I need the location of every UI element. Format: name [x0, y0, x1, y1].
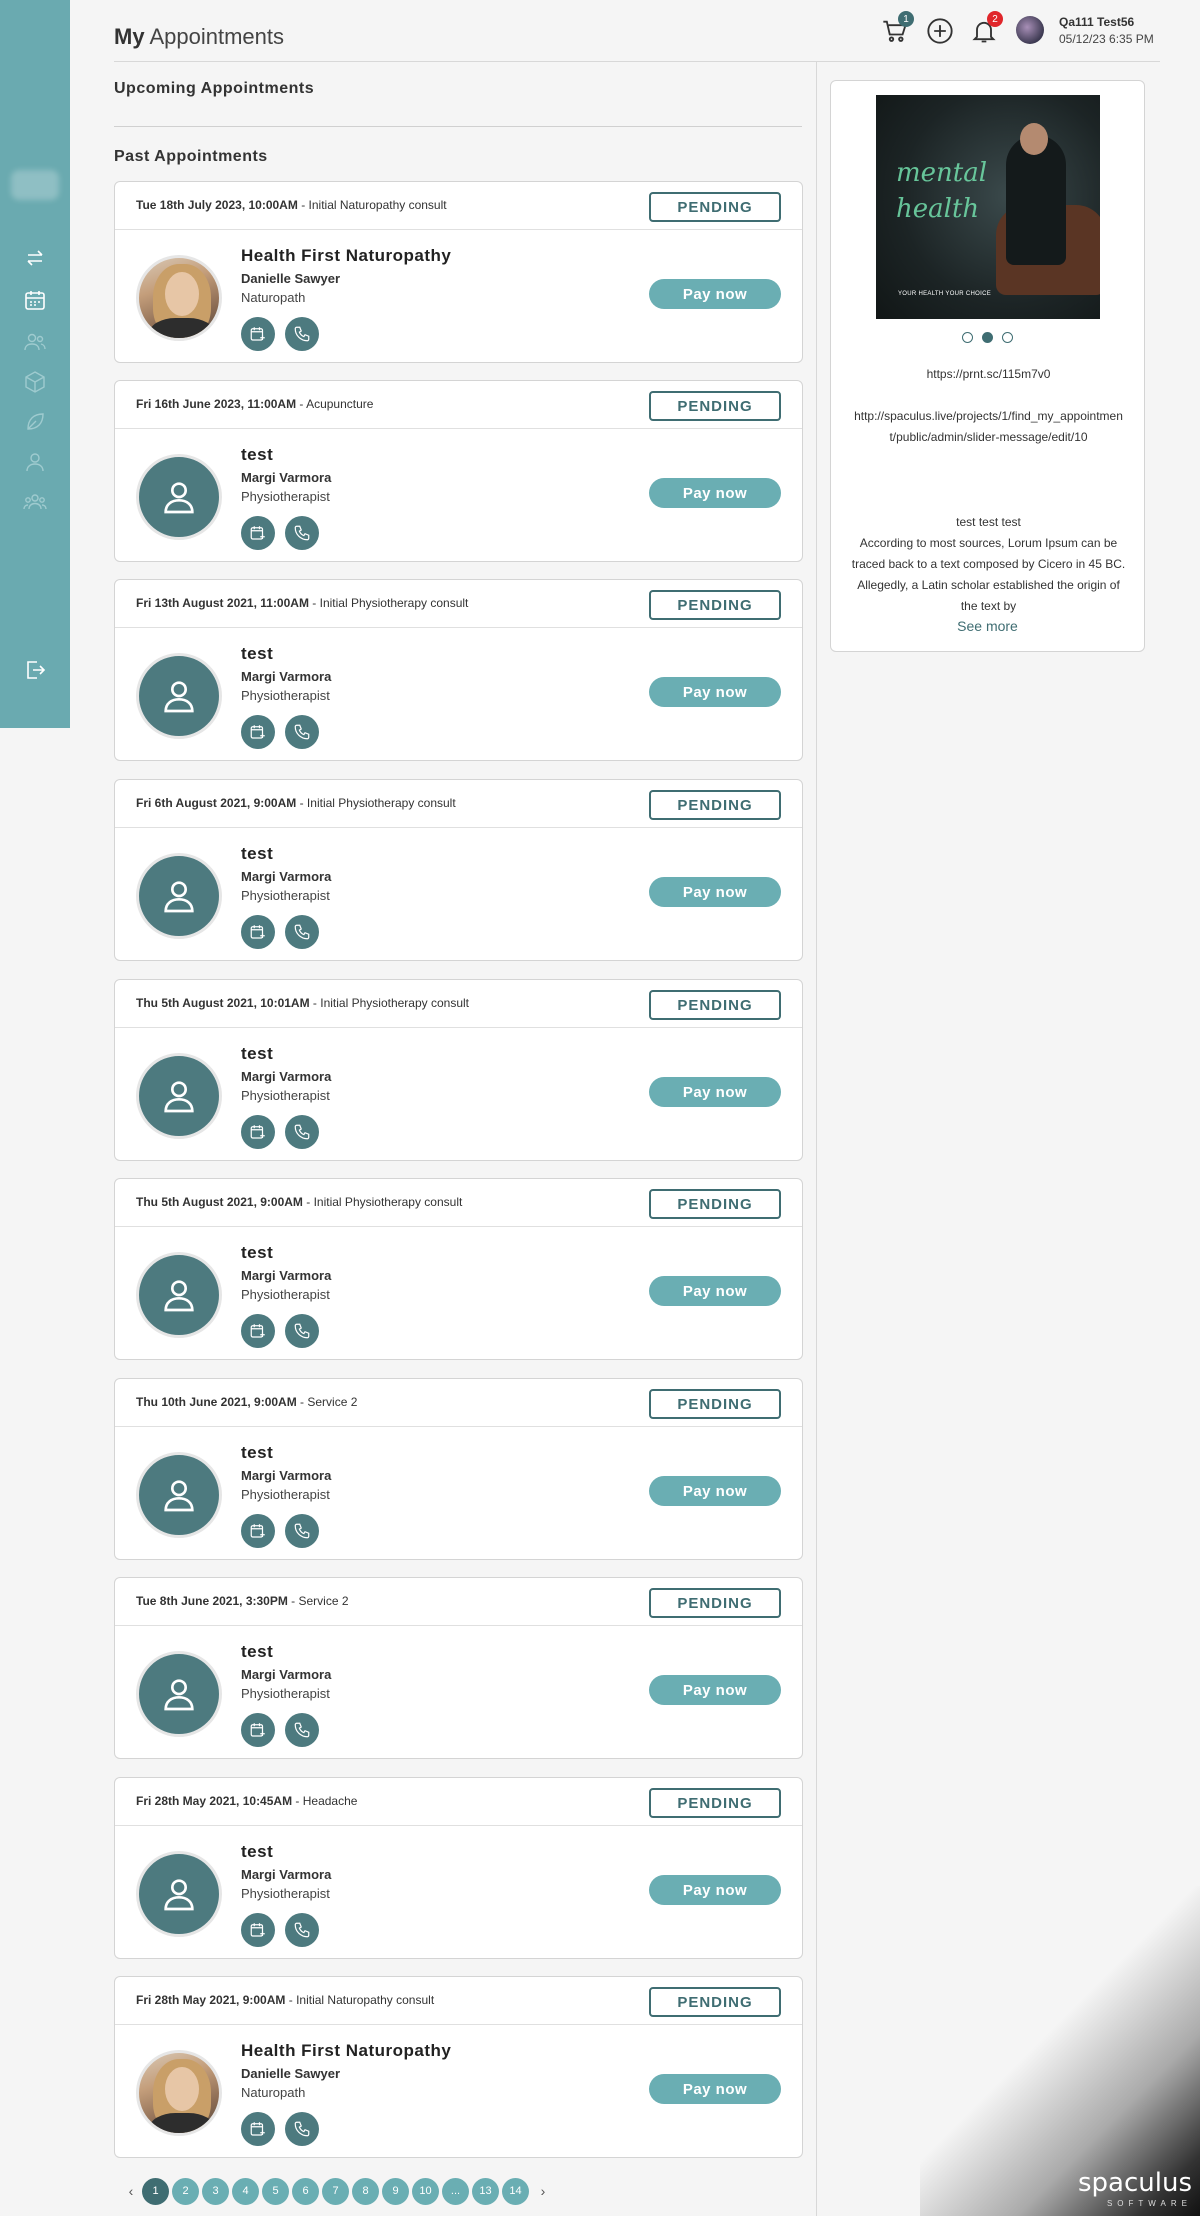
pagination-page[interactable]: 9	[382, 2178, 409, 2205]
phone-icon	[293, 1123, 311, 1141]
view-invoice-button[interactable]	[241, 915, 275, 949]
appointment-service: - Initial Physiotherapy consult	[309, 996, 470, 1010]
view-invoice-button[interactable]	[241, 1314, 275, 1348]
appointment-service: - Service 2	[287, 1594, 349, 1608]
practitioner-name: Margi Varmora	[241, 1867, 332, 1882]
calendar-plus-icon	[249, 2120, 267, 2138]
clinic-name[interactable]: test	[241, 1243, 274, 1262]
appointment-service: - Initial Naturopathy consult	[297, 198, 447, 212]
calendar-plus-icon	[249, 524, 267, 542]
practitioner-name: Margi Varmora	[241, 869, 332, 884]
appointment-card	[114, 1577, 803, 1759]
appointment-card-header	[115, 1977, 802, 2025]
appointment-card	[114, 1378, 803, 1560]
practitioner-avatar	[136, 2050, 222, 2136]
promo-link-2[interactable]: http://spaculus.live/projects/1/find_my_appointment/public/admin/slider-message/edit/10	[854, 409, 1123, 444]
user-placeholder-icon	[159, 477, 199, 517]
user-avatar[interactable]	[1016, 16, 1044, 44]
leaf-icon[interactable]	[0, 408, 70, 436]
carousel-dot[interactable]	[1002, 332, 1013, 343]
pay-now-button[interactable]: Pay now	[649, 478, 781, 508]
promo-image[interactable]	[876, 95, 1100, 319]
practitioner-avatar	[136, 1651, 222, 1737]
pagination-prev[interactable]: ‹	[128, 2183, 134, 2199]
current-datetime: 05/12/23 6:35 PM	[1059, 32, 1154, 46]
practitioner-avatar	[136, 853, 222, 939]
appointment-datetime	[136, 996, 496, 1010]
carousel-dot-active[interactable]	[982, 332, 993, 343]
appointment-service: - Initial Physiotherapy consult	[308, 596, 469, 610]
pay-now-button[interactable]: Pay now	[649, 279, 781, 309]
pagination-page[interactable]: 6	[292, 2178, 319, 2205]
appointment-card-header	[115, 1778, 802, 1826]
view-invoice-button[interactable]	[241, 2112, 275, 2146]
practitioner-role: Physiotherapist	[241, 1886, 330, 1901]
appointment-date: Thu 5th August 2021, 9:00AM	[136, 1195, 303, 1209]
appointment-datetime	[136, 1395, 496, 1409]
status-badge: PENDING	[649, 1389, 781, 1419]
appointment-card-header	[115, 1179, 802, 1227]
appointment-card	[114, 1777, 803, 1959]
clinic-name[interactable]: test	[241, 1044, 274, 1063]
practitioner-role: Physiotherapist	[241, 888, 330, 903]
status-badge: PENDING	[649, 790, 781, 820]
appointment-date: Fri 13th August 2021, 11:00AM	[136, 596, 309, 610]
pagination-page[interactable]: ...	[442, 2178, 469, 2205]
calendar-plus-icon	[249, 1921, 267, 1939]
clinic-name[interactable]: test	[241, 1443, 274, 1462]
view-invoice-button[interactable]	[241, 1913, 275, 1947]
phone-icon	[293, 723, 311, 741]
pay-now-button[interactable]: Pay now	[649, 1875, 781, 1905]
view-invoice-button[interactable]	[241, 1713, 275, 1747]
appointment-card	[114, 380, 803, 562]
call-button[interactable]	[285, 2112, 319, 2146]
page-title	[114, 24, 284, 50]
status-badge: PENDING	[649, 590, 781, 620]
appointment-datetime	[136, 796, 496, 810]
phone-icon	[293, 2120, 311, 2138]
practitioner-role: Naturopath	[241, 2085, 306, 2100]
appointment-card	[114, 779, 803, 961]
logout-icon[interactable]	[0, 656, 70, 684]
view-invoice-button[interactable]	[241, 317, 275, 351]
practitioner-name: Margi Varmora	[241, 1667, 332, 1682]
practitioner-avatar	[136, 1851, 222, 1937]
view-invoice-button[interactable]	[241, 1514, 275, 1548]
group-icon[interactable]	[0, 488, 70, 516]
phone-icon	[293, 1721, 311, 1739]
practitioner-avatar	[136, 1053, 222, 1139]
practitioner-name: Margi Varmora	[241, 470, 332, 485]
phone-icon	[293, 1522, 311, 1540]
user-icon[interactable]	[0, 448, 70, 476]
see-more-link[interactable]: See more	[957, 618, 1018, 634]
practitioner-avatar	[136, 1452, 222, 1538]
pay-now-button[interactable]: Pay now	[649, 1276, 781, 1306]
practitioner-role: Physiotherapist	[241, 489, 330, 504]
notification-count-badge: 2	[987, 11, 1003, 27]
appointment-date: Tue 18th July 2023, 10:00AM	[136, 198, 298, 212]
clinic-name[interactable]: Health First Naturopathy	[241, 2041, 452, 2060]
practitioner-name: Danielle Sawyer	[241, 271, 340, 286]
view-invoice-button[interactable]	[241, 1115, 275, 1149]
calendar-plus-icon	[249, 1322, 267, 1340]
pay-now-button[interactable]: Pay now	[649, 1077, 781, 1107]
practitioner-name: Danielle Sawyer	[241, 2066, 340, 2081]
pay-now-button[interactable]: Pay now	[649, 1675, 781, 1705]
appointment-card	[114, 979, 803, 1161]
section-divider	[114, 126, 802, 127]
user-placeholder-icon	[159, 1674, 199, 1714]
sidebar	[0, 0, 70, 728]
phone-icon	[293, 923, 311, 941]
phone-icon	[293, 1322, 311, 1340]
appointment-date: Thu 10th June 2021, 9:00AM	[136, 1395, 297, 1409]
user-placeholder-icon	[159, 1076, 199, 1116]
user-placeholder-icon	[159, 676, 199, 716]
status-badge: PENDING	[649, 1588, 781, 1618]
practitioner-avatar	[136, 255, 222, 341]
pagination-page[interactable]: 7	[322, 2178, 349, 2205]
user-placeholder-icon	[159, 1275, 199, 1315]
appointment-service: - Acupuncture	[296, 397, 374, 411]
status-badge: PENDING	[649, 990, 781, 1020]
appointment-date: Thu 5th August 2021, 10:01AM	[136, 996, 310, 1010]
pagination-page[interactable]: 5	[262, 2178, 289, 2205]
user-name[interactable]: Qa111 Test56	[1059, 15, 1135, 29]
pagination-page[interactable]: 8	[352, 2178, 379, 2205]
practitioner-name: Margi Varmora	[241, 1069, 332, 1084]
pagination-page[interactable]: 4	[232, 2178, 259, 2205]
appointment-card-header	[115, 780, 802, 828]
carousel-dot[interactable]	[962, 332, 973, 343]
clinic-name[interactable]: test	[241, 1842, 274, 1861]
appointment-card-header	[115, 1578, 802, 1626]
pagination	[120, 2178, 554, 2204]
pagination-page[interactable]: 14	[502, 2178, 529, 2205]
clinic-name[interactable]: test	[241, 644, 274, 663]
calendar-plus-icon	[249, 325, 267, 343]
pay-now-button[interactable]: Pay now	[649, 2074, 781, 2104]
call-button[interactable]	[285, 715, 319, 749]
practitioner-name: Margi Varmora	[241, 1468, 332, 1483]
top-header	[114, 0, 1160, 62]
watermark	[920, 1886, 1200, 2216]
status-badge: PENDING	[649, 1788, 781, 1818]
pay-now-button[interactable]: Pay now	[649, 677, 781, 707]
call-button[interactable]	[285, 1713, 319, 1747]
appointment-service: - Initial Physiotherapy consult	[296, 796, 456, 810]
phone-icon	[293, 1921, 311, 1939]
appointment-date: Fri 16th June 2023, 11:00AM	[136, 397, 297, 411]
add-button[interactable]	[925, 16, 955, 46]
cart-button[interactable]	[880, 13, 910, 46]
carousel-dots	[831, 332, 1144, 343]
watermark-sub: SOFTWARE	[1106, 2199, 1192, 2208]
brand-logo	[11, 170, 59, 200]
view-invoice-button[interactable]	[241, 516, 275, 550]
user-placeholder-icon	[159, 1475, 199, 1515]
calendar-plus-icon	[249, 1522, 267, 1540]
clinic-name[interactable]: test	[241, 844, 274, 863]
upcoming-appointments-heading: Upcoming Appointments	[114, 80, 315, 97]
appointment-datetime	[136, 397, 496, 411]
appointment-datetime	[136, 1195, 496, 1209]
practitioner-avatar	[136, 653, 222, 739]
call-button[interactable]	[285, 1115, 319, 1149]
past-appointments-heading: Past Appointments	[114, 148, 268, 165]
appointment-card	[114, 1178, 803, 1360]
pagination-page[interactable]: 2	[172, 2178, 199, 2205]
promo-body: According to most sources, Lorum Ipsum can be traced back to a text composed by Cicero in 45 BC. Allegedly, a Latin scholar established the origin of the text by	[851, 536, 1126, 613]
appointment-date: Fri 28th May 2021, 9:00AM	[136, 1993, 286, 2007]
call-button[interactable]	[285, 1514, 319, 1548]
pagination-page[interactable]: 13	[472, 2178, 499, 2205]
call-button[interactable]	[285, 1314, 319, 1348]
promo-link-1[interactable]: https://prnt.sc/115m7v0	[926, 367, 1051, 381]
call-button[interactable]	[285, 915, 319, 949]
calendar-plus-icon	[249, 723, 267, 741]
appointment-date: Fri 28th May 2021, 10:45AM	[136, 1794, 293, 1808]
watermark-brand: spaculus	[1077, 2168, 1192, 2198]
appointment-service: - Initial Naturopathy consult	[285, 1993, 435, 2007]
appointment-datetime	[136, 1993, 496, 2007]
notifications-button[interactable]	[969, 13, 999, 46]
box-icon[interactable]	[0, 368, 70, 396]
call-button[interactable]	[285, 317, 319, 351]
status-badge: PENDING	[649, 391, 781, 421]
appointment-card	[114, 1976, 803, 2158]
practitioner-role: Physiotherapist	[241, 1088, 330, 1103]
pagination-next[interactable]: ›	[540, 2183, 546, 2199]
pay-now-button[interactable]: Pay now	[649, 1476, 781, 1506]
promo-body-title: test test test	[956, 515, 1021, 529]
pay-now-button[interactable]: Pay now	[649, 877, 781, 907]
plus-circle-icon	[926, 17, 954, 45]
users-icon[interactable]	[0, 328, 70, 356]
column-divider	[816, 62, 817, 2216]
call-button[interactable]	[285, 516, 319, 550]
practitioner-role: Physiotherapist	[241, 1686, 330, 1701]
page-title-bold: My	[114, 24, 145, 49]
user-placeholder-icon	[159, 1874, 199, 1914]
practitioner-name: Margi Varmora	[241, 669, 332, 684]
appointment-card-header	[115, 182, 802, 230]
appointment-date: Tue 8th June 2021, 3:30PM	[136, 1594, 288, 1608]
practitioner-role: Physiotherapist	[241, 1487, 330, 1502]
appointment-service: - Service 2	[296, 1395, 358, 1409]
calendar-plus-icon	[249, 1123, 267, 1141]
appointment-card-header	[115, 980, 802, 1028]
user-placeholder-icon	[159, 876, 199, 916]
calendar-plus-icon	[249, 923, 267, 941]
practitioner-avatar	[136, 454, 222, 540]
phone-icon	[293, 325, 311, 343]
promo-image-tagline: YOUR HEALTH YOUR CHOICE	[898, 291, 992, 297]
practitioner-role: Physiotherapist	[241, 1287, 330, 1302]
clinic-name[interactable]: test	[241, 445, 274, 464]
practitioner-name: Margi Varmora	[241, 1268, 332, 1283]
appointment-card-header	[115, 580, 802, 628]
status-badge: PENDING	[649, 192, 781, 222]
appointment-datetime	[136, 1794, 496, 1808]
appointment-service: - Initial Physiotherapy consult	[302, 1195, 463, 1209]
page-title-light: Appointments	[149, 24, 284, 49]
call-button[interactable]	[285, 1913, 319, 1947]
appointment-datetime	[136, 198, 496, 212]
appointment-card-header	[115, 381, 802, 429]
status-badge: PENDING	[649, 1189, 781, 1219]
promo-panel	[830, 80, 1145, 652]
practitioner-avatar	[136, 1252, 222, 1338]
calendar-icon[interactable]	[0, 286, 70, 314]
phone-icon	[293, 524, 311, 542]
appointment-datetime	[136, 596, 496, 610]
pagination-page[interactable]: 1	[142, 2178, 169, 2205]
clinic-name[interactable]: test	[241, 1642, 274, 1661]
cart-count-badge: 1	[898, 11, 914, 27]
pagination-page[interactable]: 3	[202, 2178, 229, 2205]
clinic-name[interactable]: Health First Naturopathy	[241, 246, 452, 265]
practitioner-role: Naturopath	[241, 290, 306, 305]
promo-image-neon-text: mental health	[896, 158, 988, 224]
appointment-date: Fri 6th August 2021, 9:00AM	[136, 796, 297, 810]
appointment-datetime	[136, 1594, 496, 1608]
appointment-card	[114, 579, 803, 761]
practitioner-role: Physiotherapist	[241, 688, 330, 703]
calendar-plus-icon	[249, 1721, 267, 1739]
view-invoice-button[interactable]	[241, 715, 275, 749]
appointment-service: - Headache	[292, 1794, 358, 1808]
appointment-card	[114, 181, 803, 363]
status-badge: PENDING	[649, 1987, 781, 2017]
pagination-page[interactable]: 10	[412, 2178, 439, 2205]
swap-icon[interactable]	[0, 244, 70, 272]
appointment-card-header	[115, 1379, 802, 1427]
